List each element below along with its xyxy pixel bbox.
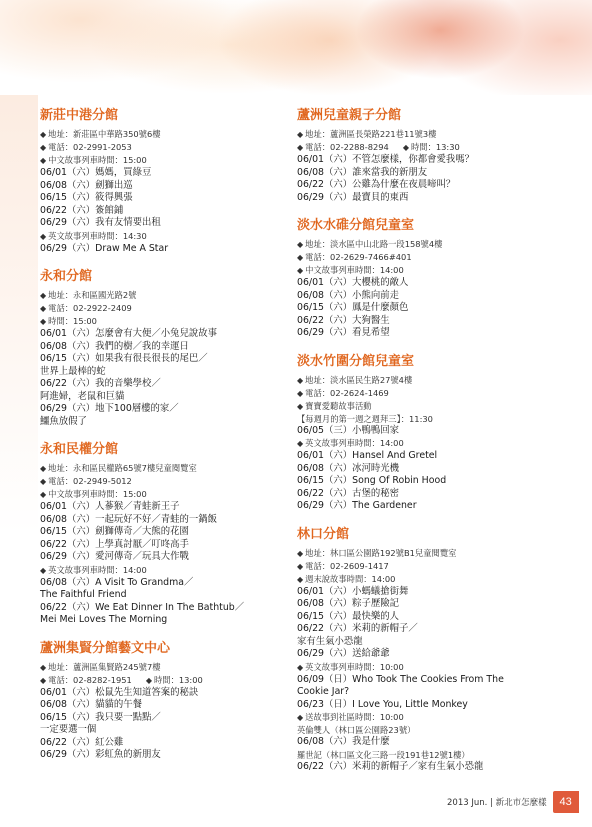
branch-section	[40, 640, 285, 762]
note-line: 【每週月的第一週之週拜三】：11:30	[297, 413, 433, 424]
diamond-bullet-icon: ◆	[40, 662, 47, 672]
diamond-bullet-icon: ◆	[297, 561, 304, 571]
event-row	[297, 179, 557, 192]
page-number: 43	[553, 791, 579, 813]
event-date: 06/29（六）	[297, 191, 353, 203]
info-text: 地址：蘆洲區長榮路221巷11號3樓	[305, 129, 437, 139]
event-row	[40, 577, 285, 590]
event-date: 06/29（六）	[40, 217, 96, 228]
event-row	[297, 648, 557, 661]
event-date: 06/09（日）	[297, 673, 353, 685]
event-title: 我的音樂學校／	[95, 378, 161, 389]
branch-section	[297, 217, 557, 340]
event-title: 米莉的新帽子／	[352, 623, 418, 634]
info-line	[297, 573, 557, 586]
event-title: 古堡的秘密	[352, 487, 400, 499]
event-row	[297, 598, 557, 611]
event-date: 06/22（六）	[297, 623, 353, 634]
event-row	[40, 192, 285, 205]
diamond-bullet-icon: ◆	[297, 662, 304, 672]
event-row	[297, 623, 557, 636]
event-row	[40, 699, 285, 712]
event-row	[297, 686, 557, 699]
diamond-bullet-icon: ◆	[40, 291, 47, 300]
event-date: 06/15（六）	[297, 475, 353, 486]
branch-title: 林口分館	[297, 526, 350, 542]
event-title: 愛河傳奇／玩具大作戰	[95, 551, 189, 562]
event-date: 06/08（六）	[40, 699, 96, 710]
diamond-bullet-icon: ◆	[145, 675, 152, 685]
event-title: I Love You, Little Monkey	[352, 698, 468, 710]
info-text: 電話：02-2609-1417	[305, 560, 389, 571]
branch-title: 淡水竹圍分館兒童室	[297, 353, 415, 369]
diamond-bullet-icon: ◆	[297, 240, 304, 249]
info-text: 時間：15:00	[48, 316, 97, 326]
info-line	[297, 238, 557, 251]
page-footer	[447, 793, 579, 811]
info-line	[40, 315, 285, 328]
event-date: 06/29（六）	[297, 500, 353, 511]
event-row	[297, 290, 557, 303]
event-row	[40, 180, 285, 193]
info-text: 地址：蘆洲區集賢路245號7樓	[48, 661, 161, 672]
event-title: 小熊向前走	[352, 289, 400, 301]
event-title: 我是什麼	[352, 736, 390, 747]
info-text: 地址：新莊區中華路350號6樓	[48, 129, 161, 139]
info-text: 電話：02-2624-1469	[305, 387, 389, 398]
diamond-bullet-icon: ◆	[40, 317, 47, 326]
info-line	[297, 661, 557, 674]
event-title: Mei Mei Loves The Morning	[40, 614, 168, 625]
info-line	[40, 674, 285, 687]
diamond-bullet-icon: ◆	[297, 253, 304, 262]
event-date: 06/22（六）	[40, 204, 96, 216]
info-line	[297, 374, 557, 387]
diamond-bullet-icon: ◆	[40, 143, 47, 152]
event-title: 我只要一點點／	[95, 711, 161, 723]
event-row	[40, 749, 285, 762]
event-date: 06/01（六）	[297, 585, 353, 597]
branch-section	[297, 107, 557, 204]
info-line	[40, 661, 285, 674]
info-text: 地址：永和區國光路2號	[48, 290, 137, 300]
diamond-bullet-icon: ◆	[297, 375, 304, 385]
event-title: We Eat Dinner In The Bathtub／	[95, 601, 245, 613]
event-date: 06/22（六）	[40, 378, 96, 389]
event-row	[297, 167, 557, 180]
event-title: 媽媽，買綠豆	[95, 167, 152, 178]
info-text: 英文故事列車時間：10:00	[305, 661, 404, 672]
info-text: 電話：02-2922-2409	[48, 303, 132, 313]
info-text: 中文故事列車時間：14:00	[305, 265, 404, 275]
event-date: 06/22（六）	[297, 314, 353, 326]
event-row	[297, 425, 557, 438]
event-title: 小鴨鴨回家	[352, 424, 400, 436]
left-column	[40, 107, 285, 775]
event-date: 06/15（六）	[40, 526, 96, 537]
diamond-bullet-icon: ◆	[297, 401, 304, 411]
event-date: 06/01（六）	[297, 277, 353, 288]
note-line: 英倫雙人（林口區公園路23號）	[297, 725, 416, 735]
branch-section	[297, 526, 557, 774]
diamond-bullet-icon: ◆	[297, 574, 304, 584]
event-row	[297, 699, 557, 712]
event-title: 粽子歷險記	[352, 598, 400, 609]
event-title: 劍獅傳奇／大熊的花園	[95, 526, 189, 537]
event-row	[297, 302, 557, 315]
info-line	[297, 251, 557, 264]
event-title: 筱得興張	[95, 192, 133, 203]
branch-title: 新莊中港分館	[40, 108, 119, 123]
event-date: 06/08（六）	[297, 736, 353, 747]
diamond-bullet-icon: ◆	[297, 548, 304, 558]
event-row	[40, 403, 285, 416]
event-row	[297, 500, 557, 513]
info-text: 時間：13:00	[153, 674, 203, 685]
event-title: 怎麼會有大便／小兔兒說故事	[95, 328, 218, 339]
branch-title: 淡水水碓分館兒童室	[297, 218, 415, 233]
event-title: Draw Me A Star	[95, 242, 169, 254]
info-line	[40, 488, 285, 501]
event-row	[40, 378, 285, 391]
info-line	[297, 128, 557, 141]
info-text: 時間：13:30	[410, 142, 460, 152]
event-title: 人蔘猴／青蛙新王子	[95, 501, 180, 512]
event-row	[40, 687, 285, 700]
event-row	[297, 736, 557, 749]
event-row	[40, 737, 285, 750]
event-row	[297, 277, 557, 290]
event-row	[40, 328, 285, 341]
event-date: 06/15（六）	[297, 610, 353, 622]
info-line	[40, 230, 285, 243]
event-title: 如果我有很長很長的尾巴／	[95, 353, 208, 364]
branch-section	[40, 268, 285, 428]
event-row	[40, 589, 285, 602]
event-date: 06/15（六）	[297, 302, 353, 313]
event-title: 冰河時光機	[352, 462, 400, 474]
info-line	[297, 400, 557, 413]
info-text: 電話：02-2629-7466#401	[305, 252, 412, 262]
branch-title: 蘆洲兒童親子分館	[297, 108, 402, 123]
event-date: 06/22（六）	[297, 760, 353, 772]
event-date: 06/22（六）	[40, 601, 96, 613]
event-title: 我們的樹／我的幸運日	[95, 340, 189, 352]
info-text: 英文故事列車時間：14:00	[305, 438, 404, 448]
info-text: 週末說故事時間：14:00	[305, 573, 396, 584]
event-row	[40, 724, 285, 737]
event-row	[40, 353, 285, 366]
diamond-bullet-icon: ◆	[40, 565, 47, 575]
event-date: 06/01（六）	[297, 450, 353, 461]
event-row	[297, 761, 557, 774]
event-date: 06/22（六）	[40, 736, 96, 748]
event-title: 家有生氣小恐龍	[297, 635, 363, 647]
event-row	[40, 366, 285, 379]
diamond-bullet-icon: ◆	[40, 304, 47, 313]
info-line	[297, 264, 557, 277]
info-line	[40, 475, 285, 488]
info-text: 送故事到社區時間：10:00	[305, 712, 404, 722]
event-row	[40, 243, 285, 256]
event-title: 紅公雞	[95, 736, 124, 748]
info-line	[297, 560, 557, 573]
event-row	[297, 154, 557, 167]
event-row	[297, 463, 557, 476]
event-date: 06/08（六）	[297, 166, 353, 178]
event-date: 06/08（六）	[297, 462, 353, 474]
info-text: 電話：02-2991-2053	[48, 142, 132, 152]
event-row	[297, 327, 557, 340]
event-date: 06/29（六）	[40, 551, 96, 562]
event-date: 06/29（六）	[297, 327, 353, 338]
branch-title: 蘆洲集賢分館藝文中心	[40, 640, 171, 656]
diamond-bullet-icon: ◆	[297, 439, 304, 448]
event-row	[297, 475, 557, 488]
branch-title: 永和民權分館	[40, 442, 119, 457]
event-date: 06/15（六）	[40, 192, 96, 203]
event-title: 簽館鋪	[95, 204, 124, 216]
event-title: Hansel And Gretel	[352, 450, 438, 461]
event-date: 06/08（六）	[40, 576, 96, 588]
event-date: 06/29（六）	[40, 749, 96, 760]
event-row	[40, 341, 285, 354]
diamond-bullet-icon: ◆	[297, 713, 304, 722]
diamond-bullet-icon: ◆	[40, 156, 47, 165]
diamond-bullet-icon: ◆	[297, 266, 304, 275]
event-row	[40, 416, 285, 429]
event-date: 06/29（六）	[297, 648, 353, 659]
event-title: 地下100層樓的家／	[95, 403, 179, 414]
event-row	[40, 391, 285, 404]
branch-section	[40, 107, 285, 255]
note-line: 羅世記（林口區文化三路一段191巷12號1樓）	[297, 749, 470, 760]
event-title: 劍獅出巡	[95, 179, 133, 191]
event-title: 看見希望	[352, 327, 390, 338]
event-date: 06/05（三）	[297, 424, 353, 436]
event-title: 送給爺爺	[352, 648, 390, 659]
branch-title: 永和分館	[40, 269, 93, 284]
event-date: 06/22（六）	[297, 179, 353, 190]
header-watercolor-wash	[0, 0, 592, 95]
diamond-bullet-icon: ◆	[40, 477, 47, 486]
event-row	[297, 192, 557, 205]
event-title: A Visit To Grandma／	[95, 576, 194, 588]
event-title: Who Took The Cookies From The	[352, 673, 504, 685]
event-date: 06/22（六）	[40, 538, 96, 550]
info-text: 地址：淡水區中山北路一段158號4樓	[305, 239, 443, 249]
event-title: 我有友情要出租	[95, 217, 161, 228]
info-line	[40, 564, 285, 577]
event-date: 06/01（六）	[297, 154, 353, 165]
info-text: 英文故事列車時間：14:00	[48, 564, 147, 575]
event-date: 06/15（六）	[40, 711, 96, 723]
event-date: 06/29（六）	[40, 403, 96, 414]
info-line	[40, 154, 285, 167]
event-title: 大櫻桃的敵人	[352, 277, 409, 288]
diamond-bullet-icon: ◆	[402, 143, 409, 152]
event-date: 06/08（六）	[40, 179, 96, 191]
event-title: 不管怎麼樣，你都會愛我嗎？	[352, 154, 475, 165]
event-title: 彩虹魚的新朋友	[95, 749, 161, 760]
info-line	[40, 462, 285, 475]
info-text: 地址：永和區民權路65號7樓兒童閱覽室	[48, 463, 197, 473]
event-date: 06/08（六）	[297, 289, 353, 301]
diamond-bullet-icon: ◆	[297, 143, 304, 152]
info-text: 英文故事列車時間：14:30	[48, 230, 147, 241]
event-title: Cookie Jar?	[297, 686, 350, 697]
footer-text: 2013 Jun. | 新北市怎麼樣	[447, 798, 547, 808]
event-title: 小螞蟻搶街舞	[352, 585, 409, 597]
event-row	[297, 315, 557, 328]
event-date: 06/22（六）	[297, 487, 353, 499]
event-title: 一起玩好不好／青蛙的一鍋飯	[95, 513, 218, 525]
info-line	[297, 547, 557, 560]
event-row	[297, 636, 557, 649]
event-title: 阿進婦，老鼠和巨貓	[40, 390, 125, 402]
event-date: 06/01（六）	[40, 686, 96, 698]
info-line	[297, 711, 557, 724]
event-date: 06/08（六）	[40, 340, 96, 352]
event-row	[40, 551, 285, 564]
event-date: 06/01（六）	[40, 501, 96, 512]
event-date: 06/15（六）	[40, 353, 96, 364]
event-date: 06/08（六）	[297, 598, 353, 609]
info-line	[40, 289, 285, 302]
info-line	[297, 387, 557, 400]
info-text: 中文故事列車時間：15:00	[48, 155, 147, 165]
event-title: 最快樂的人	[352, 610, 400, 622]
event-title: 一定要選一個	[40, 724, 97, 735]
event-title: 貓貓的午餐	[95, 699, 143, 710]
event-row	[297, 611, 557, 624]
event-title: 米莉的新帽子／家有生氣小恐龍	[352, 760, 484, 772]
diamond-bullet-icon: ◆	[40, 464, 47, 473]
info-text: 電話：02-2288-8294	[305, 142, 389, 152]
branch-section	[297, 353, 557, 513]
event-title: 公雞為什麼在夜晨啼叫？	[352, 179, 456, 190]
event-row	[40, 514, 285, 527]
info-text: 電話：02-8282-1951	[48, 674, 132, 685]
event-title: 松鼠先生知道答案的秘訣	[95, 686, 199, 698]
event-row	[40, 217, 285, 230]
diamond-bullet-icon: ◆	[40, 490, 47, 499]
event-row	[297, 488, 557, 501]
branch-section	[40, 441, 285, 627]
event-title: The Faithful Friend	[40, 589, 127, 600]
event-title: 鱷魚放假了	[40, 415, 87, 427]
event-row	[297, 586, 557, 599]
event-date: 06/29（六）	[40, 242, 96, 254]
event-row	[297, 450, 557, 463]
right-column	[297, 107, 557, 786]
diamond-bullet-icon: ◆	[297, 130, 304, 139]
event-title: 大狗醫生	[352, 314, 390, 326]
info-text: 地址：林口區公園路192號B1兒童閱覽室	[305, 547, 457, 558]
info-text: 地址：淡水區民生路27號4樓	[305, 374, 413, 385]
info-line	[297, 437, 557, 450]
diamond-bullet-icon: ◆	[40, 675, 47, 685]
event-date: 06/01（六）	[40, 328, 96, 339]
info-line	[40, 302, 285, 315]
info-text: 電話：02-2949-5012	[48, 476, 132, 486]
event-title: 上學真討厭／叮咚高手	[95, 538, 189, 550]
info-text: 中文故事列車時間：15:00	[48, 489, 147, 499]
event-row	[40, 602, 285, 615]
event-title: 世界上最棒的蛇	[40, 365, 106, 377]
event-row	[40, 205, 285, 218]
info-line	[40, 141, 285, 154]
event-title: The Gardener	[352, 500, 417, 511]
event-row	[40, 614, 285, 627]
event-row	[40, 539, 285, 552]
event-title: 鳳是什麼顏色	[352, 302, 409, 313]
event-date: 06/01（六）	[40, 167, 96, 178]
sidebar-wash	[0, 95, 38, 827]
info-line	[297, 141, 557, 154]
event-row	[297, 674, 557, 687]
event-row	[40, 712, 285, 725]
diamond-bullet-icon: ◆	[40, 130, 47, 139]
event-row	[40, 501, 285, 514]
event-row	[40, 526, 285, 539]
event-row	[40, 167, 285, 180]
event-title: Song Of Robin Hood	[352, 475, 447, 486]
event-date: 06/23（日）	[297, 698, 353, 710]
event-date: 06/08（六）	[40, 513, 96, 525]
info-text: 寶寶愛聽故事活動	[305, 400, 372, 411]
diamond-bullet-icon: ◆	[40, 231, 47, 241]
diamond-bullet-icon: ◆	[297, 388, 304, 398]
event-title: 最寶貝的東西	[352, 191, 409, 203]
info-line	[40, 128, 285, 141]
event-title: 誰來當我的新朋友	[352, 166, 428, 178]
